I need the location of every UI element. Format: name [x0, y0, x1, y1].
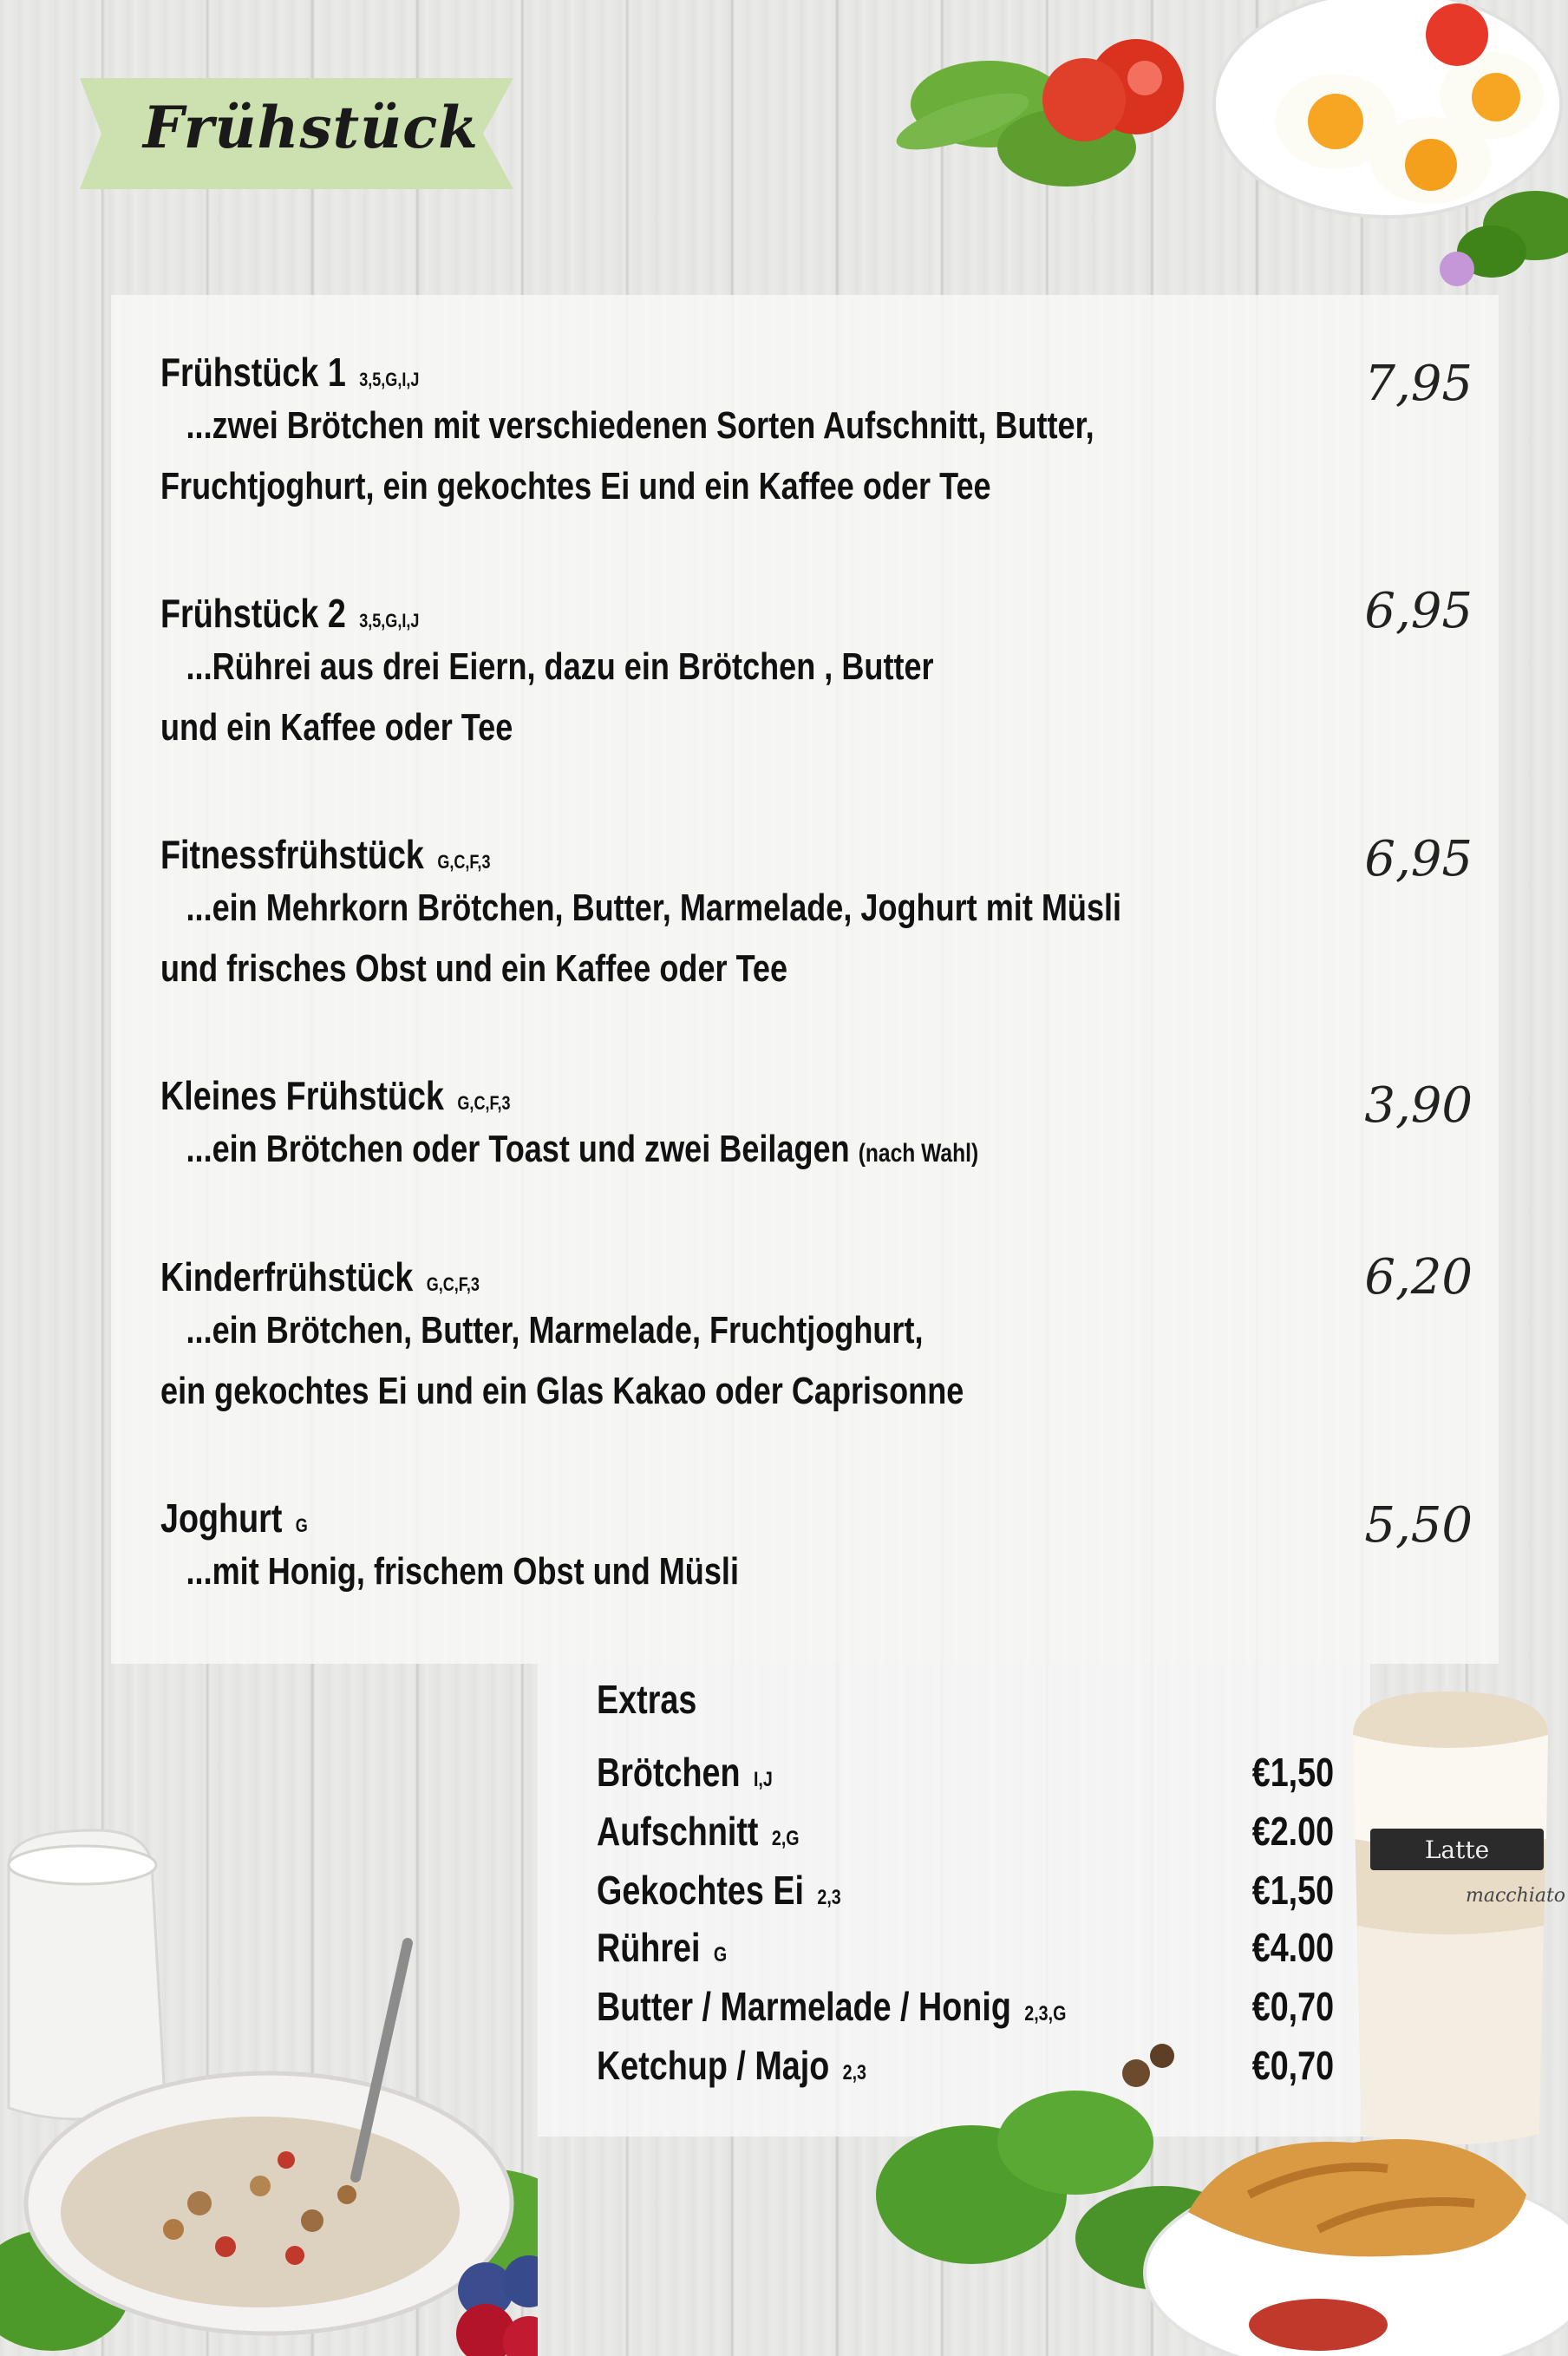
- menu-item: [160, 831, 1479, 999]
- item-description: ...mit Honig, frischem Obst und Müsli: [186, 1550, 739, 1593]
- croissant-illustration: [867, 1995, 1568, 2356]
- fried-eggs-illustration: [885, 0, 1568, 304]
- extra-name: Butter / Marmelade / Honig 2,3,G: [597, 1984, 1067, 2029]
- extra-allergens: 2,G: [771, 1827, 800, 1850]
- extra-allergens: 2,3: [817, 1886, 841, 1909]
- extras-row: [597, 1808, 1334, 1865]
- item-allergens: G,C,F,3: [457, 1092, 511, 1114]
- extras-row: [597, 1867, 1334, 1924]
- extra-name: Gekochtes Ei 2,3: [597, 1868, 841, 1913]
- extra-allergens: G: [713, 1943, 728, 1967]
- item-allergens: 3,5,G,I,J: [359, 610, 420, 632]
- extra-price: €2.00: [1251, 1809, 1334, 1854]
- extra-allergens: 2,3: [842, 2061, 867, 2084]
- extra-price: €1,50: [1251, 1868, 1334, 1913]
- item-description: ...ein Brötchen, Butter, Marmelade, Fruchtjoghurt, ein gekochtes Ei und ein Glas Kakao oder Caprisonne: [160, 1309, 964, 1412]
- item-description: ...ein Mehrkorn Brötchen, Butter, Marmelade, Joghurt mit Müsli und frisches Obst und ein Kaffee oder Tee: [160, 887, 1122, 990]
- extras-title: Extras: [597, 1677, 697, 1722]
- item-price: 3,90: [1364, 1077, 1473, 1134]
- menu-item: [160, 1253, 1479, 1422]
- item-description: ...Rührei aus drei Eiern, dazu ein Brötchen , Butter und ein Kaffee oder Tee: [160, 645, 934, 749]
- item-price: 6,95: [1364, 831, 1473, 887]
- extra-price: €0,70: [1251, 2043, 1334, 2088]
- extras-row: [597, 1749, 1334, 1806]
- item-name: Frühstück 2 3,5,G,I,J: [160, 591, 420, 636]
- svg-text:Latte: Latte: [1424, 1836, 1490, 1864]
- menu-item: [160, 1495, 1479, 1602]
- extra-name: Aufschnitt 2,G: [597, 1809, 800, 1854]
- menu-item: [160, 1072, 1479, 1184]
- item-price: 7,95: [1364, 356, 1473, 412]
- extra-allergens: I,J: [753, 1768, 773, 1791]
- item-allergens: G: [295, 1515, 308, 1536]
- page-title: Frühstück: [143, 94, 479, 161]
- item-name: Joghurt G: [160, 1495, 308, 1541]
- svg-text:macchiato: macchiato: [1466, 1885, 1566, 1907]
- extra-name: Brötchen I,J: [597, 1750, 773, 1795]
- item-note: (nach Wahl): [858, 1139, 979, 1168]
- item-price: 5,50: [1364, 1497, 1473, 1554]
- extra-price: €0,70: [1251, 1984, 1334, 2029]
- item-allergens: 3,5,G,I,J: [359, 369, 420, 390]
- item-allergens: G,C,F,3: [437, 851, 491, 873]
- extra-allergens: 2,3,G: [1024, 2002, 1067, 2026]
- extra-price: €1,50: [1251, 1750, 1334, 1795]
- menu-item: [160, 349, 1479, 517]
- item-name: Fitnessfrühstück G,C,F,3: [160, 832, 491, 877]
- extra-name: Rührei G: [597, 1925, 728, 1970]
- item-allergens: G,C,F,3: [426, 1273, 480, 1295]
- extra-price: €4.00: [1251, 1925, 1334, 1970]
- item-price: 6,95: [1364, 583, 1473, 639]
- muesli-bowl-illustration: [0, 1917, 538, 2356]
- extra-name: Ketchup / Majo 2,3: [597, 2043, 867, 2088]
- item-name: Kleines Frühstück G,C,F,3: [160, 1073, 511, 1118]
- item-name: Frühstück 1 3,5,G,I,J: [160, 350, 420, 395]
- item-description: ...ein Brötchen oder Toast und zwei Beilagen (nach Wahl): [186, 1128, 979, 1170]
- item-price: 6,20: [1364, 1249, 1473, 1306]
- extras-row: [597, 1924, 1334, 1981]
- menu-item: [160, 590, 1479, 758]
- item-name: Kinderfrühstück G,C,F,3: [160, 1254, 480, 1299]
- item-description: ...zwei Brötchen mit verschiedenen Sorten Aufschnitt, Butter, Fruchtjoghurt, ein gekochtes Ei und ein Kaffee oder Tee: [160, 404, 1094, 507]
